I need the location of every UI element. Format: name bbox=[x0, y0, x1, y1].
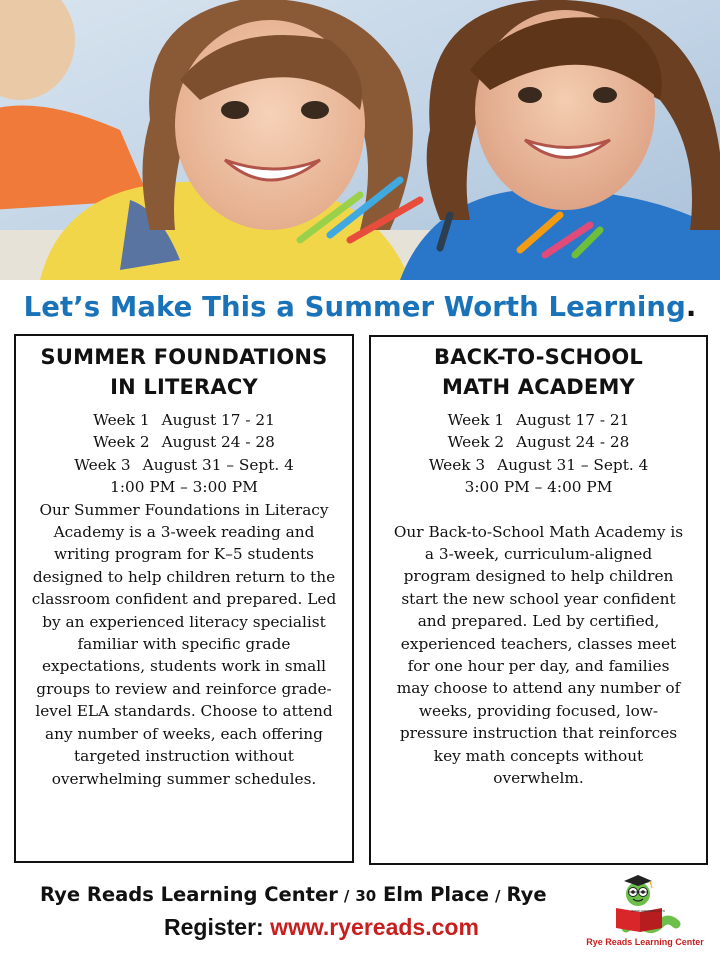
week-dates: August 17 - 21 bbox=[161, 411, 275, 429]
street-name: Elm Place bbox=[382, 883, 490, 906]
address-separator: / bbox=[343, 887, 350, 905]
hero-photo bbox=[0, 0, 720, 280]
week-label: Week 3 bbox=[74, 455, 131, 474]
rye-reads-logo bbox=[578, 868, 712, 954]
program-description: Our Summer Foundations in Literacy Academy is a 3-week reading and writing program for K–5 students designed to help children return to the classroom confident and prepared. Led by an experienced literacy specialist familiar with specific grade expectations, students work in small groups to review and reinforce grade-level ELA standards. Choose to attend any number of weeks, each offering targeted instruction without overwhelming summer schedules. bbox=[31, 500, 337, 788]
schedule-week-row bbox=[16, 454, 352, 476]
program-schedule bbox=[371, 409, 706, 499]
program-title-line2: MATH ACADEMY bbox=[442, 375, 635, 399]
smiling-girls-photo-icon bbox=[0, 0, 720, 280]
bookworm-logo-icon bbox=[578, 868, 712, 938]
register-label: Register: bbox=[164, 914, 264, 940]
program-schedule bbox=[16, 409, 352, 499]
logo-name: Rye Reads Learning Center bbox=[586, 937, 704, 947]
page-headline bbox=[0, 283, 720, 331]
week-dates: August 24 - 28 bbox=[516, 433, 630, 452]
footer-register bbox=[164, 910, 564, 944]
week-label: Week 1 bbox=[93, 411, 150, 429]
schedule-week-row bbox=[371, 431, 706, 453]
program-description: Our Back-to-School Math Academy is a 3-week, curriculum-aligned program designed to help children start the new school year confident and prepared. Led by certified, experienced teachers, classes meet for one hour per day, and families may choose to attend any number of weeks, providing focused, low-pressure instruction that reinforces key math concepts without overwhelm. bbox=[393, 522, 684, 788]
week-dates: August 17 - 21 bbox=[516, 411, 630, 429]
footer-address bbox=[40, 880, 580, 910]
program-card-math bbox=[369, 335, 708, 865]
schedule-week-row bbox=[371, 454, 706, 476]
schedule-time: 1:00 PM – 3:00 PM bbox=[110, 478, 258, 497]
register-link[interactable]: www.ryereads.com bbox=[270, 914, 479, 940]
program-title-line1: BACK-TO-SCHOOL bbox=[433, 345, 644, 369]
headline-period: . bbox=[685, 291, 697, 323]
street-number: 30 bbox=[355, 887, 377, 905]
town-name: Rye bbox=[506, 883, 547, 906]
program-title bbox=[371, 337, 706, 402]
logo-small-url: www.ryereads.com bbox=[631, 908, 665, 913]
program-card-literacy bbox=[14, 334, 354, 863]
schedule-time: 3:00 PM – 4:00 PM bbox=[464, 478, 613, 497]
week-label: Week 3 bbox=[428, 455, 486, 474]
program-title bbox=[16, 336, 352, 402]
week-dates: August 31 – Sept. 4 bbox=[142, 455, 294, 474]
schedule-week-row bbox=[371, 409, 706, 431]
week-dates: August 24 - 28 bbox=[161, 433, 275, 452]
schedule-week-row bbox=[16, 409, 352, 431]
headline-text: Let’s Make This a Summer Worth Learning bbox=[23, 291, 686, 323]
program-title-line2: IN LITERACY bbox=[110, 375, 258, 399]
week-label: Week 2 bbox=[447, 433, 505, 452]
center-name: Rye Reads Learning Center bbox=[40, 883, 338, 906]
week-label: Week 2 bbox=[93, 433, 150, 452]
program-title-line1: SUMMER FOUNDATIONS bbox=[40, 345, 328, 369]
week-label: Week 1 bbox=[447, 411, 505, 429]
address-separator: / bbox=[495, 887, 501, 905]
week-dates: August 31 – Sept. 4 bbox=[497, 455, 649, 474]
schedule-week-row bbox=[16, 431, 352, 453]
